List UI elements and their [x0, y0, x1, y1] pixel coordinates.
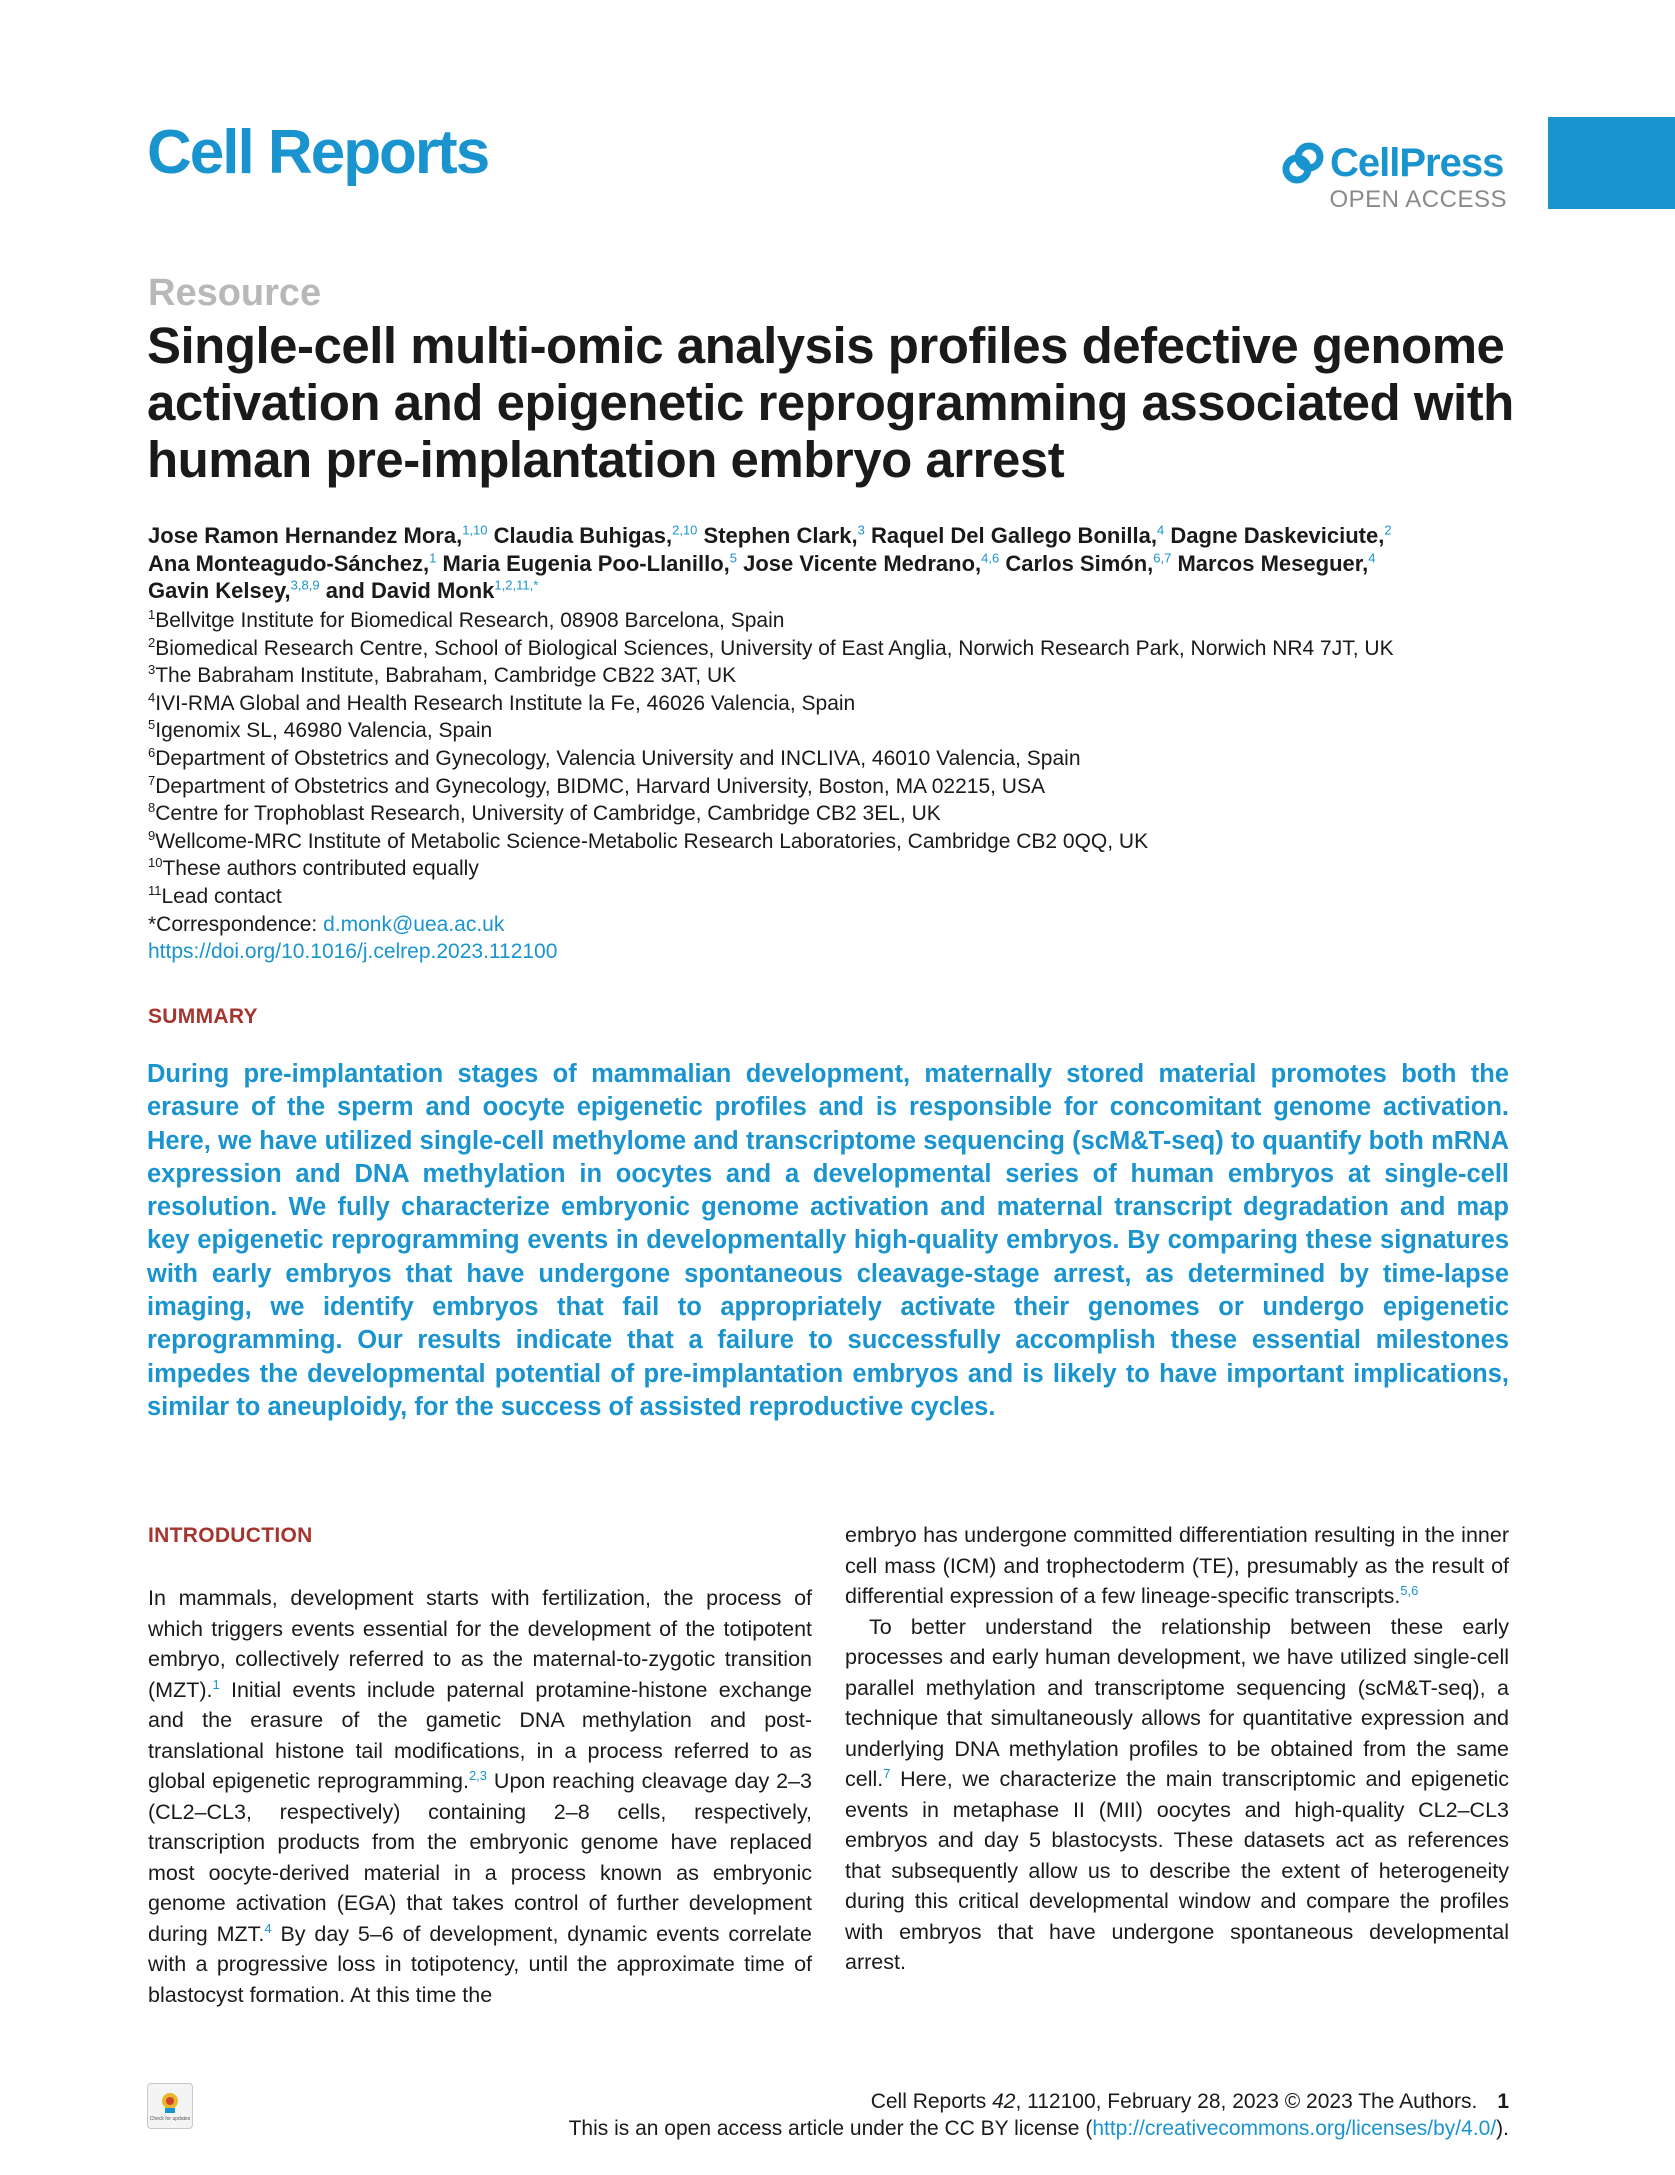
cellpress-logo-icon: [1282, 142, 1324, 184]
article-type: Resource: [148, 272, 322, 314]
intro-right-column: [845, 1520, 1509, 1978]
license-line: This is an open access article under the CC BY license (http://creativecommons.org/licenses/by/4.0/).: [568, 2117, 1509, 2140]
author[interactable]: Raquel Del Gallego Bonilla,$^4$: [870, 522, 1165, 548]
author[interactable]: Jose Vicente Medrano,$^{4,6}$: [743, 550, 1000, 576]
author[interactable]: and David Monk$^{1,2,11,*}$: [325, 577, 539, 603]
badge-label: Check for updates: [149, 2116, 191, 2122]
citation-ref[interactable]: 5,6: [1400, 1582, 1419, 1598]
affiliation: $^5$Igenomix SL, 46980 Valencia, Spain: [148, 717, 493, 743]
affiliation: $^1$Bellvitge Institute for Biomedical Research, 08908 Barcelona, Spain: [148, 607, 785, 632]
affiliation: $^3$The Babraham Institute, Babraham, Cambridge CB22 3AT, UK: [148, 662, 737, 688]
author[interactable]: Carlos Simón,$^{6,7}$: [1005, 550, 1172, 576]
author[interactable]: Dagne Daskeviciute,$^2$: [1170, 522, 1392, 548]
intro-paragraph: embryo has undergone committed differentiation resulting in the inner cell mass (ICM) and trophectoderm (TE), presumably as the result of differential expression of a few lineage-specific transcripts.$^{5,6}$: [845, 1523, 1509, 1608]
affiliation-list: [148, 607, 1548, 966]
email-link[interactable]: d.monk@uea.ac.uk: [323, 912, 505, 936]
affiliation: $^6$Department of Obstetrics and Gynecology, Valencia University and INCLIVA, 46010 Valencia, Spain: [148, 744, 1081, 770]
affiliation: $^{10}$These authors contributed equally: [148, 855, 479, 881]
publisher-logo[interactable]: [1282, 142, 1512, 214]
author[interactable]: Ana Monteagudo-Sánchez,$^1$: [148, 550, 437, 576]
author[interactable]: Maria Eugenia Poo-Llanillo,$^5$: [442, 550, 737, 576]
correspondence: *Correspondence: d.monk@uea.ac.uk: [148, 912, 505, 936]
summary-text: During pre-implantation stages of mammalian development, maternally stored material promotes both the erasure of the sperm and oocyte epigenetic profiles and is responsible for concomitant genome activation. Here, we have utilized single-cell methylome and transcriptome sequencing (scM&T-seq) to quantify both mRNA expression and DNA methylation in oocytes and a developmental series of human embryos at single-cell resolution. We fully characterize embryonic genome activation and maternal transcript degradation and map key epigenetic reprogramming events in developmentally high-quality embryos. By comparing these signatures with early embryos that have undergone spontaneous cleavage-stage arrest, as determined by time-lapse imaging, we identify embryos that fail to appropriately activate their genomes or undergo epigenetic reprogramming. Our results indicate that a failure to successfully accomplish these essential milestones impedes the developmental potential of pre-implantation embryos and is likely to have important implications, similar to aneuploidy, for the success of assisted reproductive cycles.: [147, 1060, 1509, 1421]
introduction-heading: INTRODUCTION: [148, 1524, 313, 1547]
affiliation: $^7$Department of Obstetrics and Gynecology, BIDMC, Harvard University, Boston, MA 02215, USA: [148, 772, 1045, 798]
affiliation: $^8$Centre for Trophoblast Research, University of Cambridge, Cambridge CB2 3EL, UK: [148, 800, 941, 826]
intro-paragraph: In mammals, development starts with fertilization, the process of which triggers events essential for the development of the totipotent embryo, collectively referred to as the maternal-to-zygotic transition (MZT).$^1$ Initial events include paternal protamine-histone exchange and the erasure of the gametic DNA methylation and post-translational histone tail modifications, in a process referred to as global epigenetic reprogramming.$^{2,3}$ Upon reaching cleavage day 2–3 (CL2–CL3, respectively) containing 2–8 cells, respectively, transcription products from the embryonic genome have replaced most oocyte-derived material in a process known as embryonic genome activation (EGA) that takes control of further development during MZT.$^4$ By day 5–6 of development, dynamic events correlate with a progressive loss in totipotency, until the approximate time of blastocyst formation. At this time the: [148, 1586, 812, 2007]
page-number: 1: [1497, 2090, 1509, 2113]
citation-ref[interactable]: 1: [212, 1676, 220, 1692]
check-for-updates-badge[interactable]: [147, 2083, 193, 2129]
open-access-label: OPEN ACCESS: [1329, 186, 1507, 213]
article-title: Single-cell multi-omic analysis profiles defective genome activation and epigenetic reprogramming associated with human pre-implantation embryo arrest: [147, 317, 1514, 488]
side-color-tab: [1548, 117, 1675, 209]
author-list: [148, 522, 1518, 605]
check-updates-icon: [157, 2090, 183, 2116]
citation-ref[interactable]: 2,3: [468, 1767, 488, 1783]
affiliation: $^2$Biomedical Research Centre, School of Biological Sciences, University of East Anglia, Norwich Research Park, Norwich NR4 7JT, UK: [148, 634, 1394, 660]
doi-link[interactable]: https://doi.org/10.1016/j.celrep.2023.112100: [148, 940, 558, 964]
intro-left-column: [148, 1583, 812, 2010]
affiliation: $^9$Wellcome-MRC Institute of Metabolic Science-Metabolic Research Laboratories, Cambridge CB2 0QQ, UK: [148, 827, 1149, 853]
author[interactable]: Jose Ramon Hernandez Mora,$^{1,10}$: [148, 522, 488, 548]
intro-paragraph: To better understand the relationship between these early processes and early human development, we have utilized single-cell parallel methylation and transcriptome sequencing (scM&T-seq), a technique that simultaneously allows for quantitative expression and underlying DNA methylation profiles to be obtained from the same cell.$^7$ Here, we characterize the main transcriptomic and epigenetic events in metaphase II (MII) oocytes and high-quality CL2–CL3 embryos and day 5 blastocysts. These datasets act as references that subsequently allow us to describe the extent of heterogeneity during this critical developmental window and compare the profiles with embryos that have undergone spontaneous developmental arrest.: [845, 1614, 1509, 1974]
citation-ref[interactable]: 7: [883, 1765, 891, 1781]
summary-heading: SUMMARY: [148, 1005, 258, 1028]
citation-line: Cell Reports 42, 112100, February 28, 2023 © 2023 The Authors. 1: [870, 2090, 1509, 2113]
affiliation: $^4$IVI-RMA Global and Health Research Institute la Fe, 46026 Valencia, Spain: [148, 689, 856, 715]
publisher-name: CellPress: [1330, 141, 1504, 185]
author[interactable]: Claudia Buhigas,$^{2,10}$: [493, 522, 698, 548]
author[interactable]: Gavin Kelsey,$^{3,8,9}$: [148, 577, 320, 603]
author[interactable]: Marcos Meseguer,$^4$: [1177, 550, 1376, 576]
citation-ref[interactable]: 4: [264, 1920, 272, 1936]
affiliation: $^{11}$Lead contact: [148, 882, 282, 908]
journal-title: Cell Reports: [147, 118, 489, 187]
author[interactable]: Stephen Clark,$^3$: [703, 522, 865, 548]
license-link[interactable]: http://creativecommons.org/licenses/by/4.0/: [1092, 2117, 1497, 2140]
